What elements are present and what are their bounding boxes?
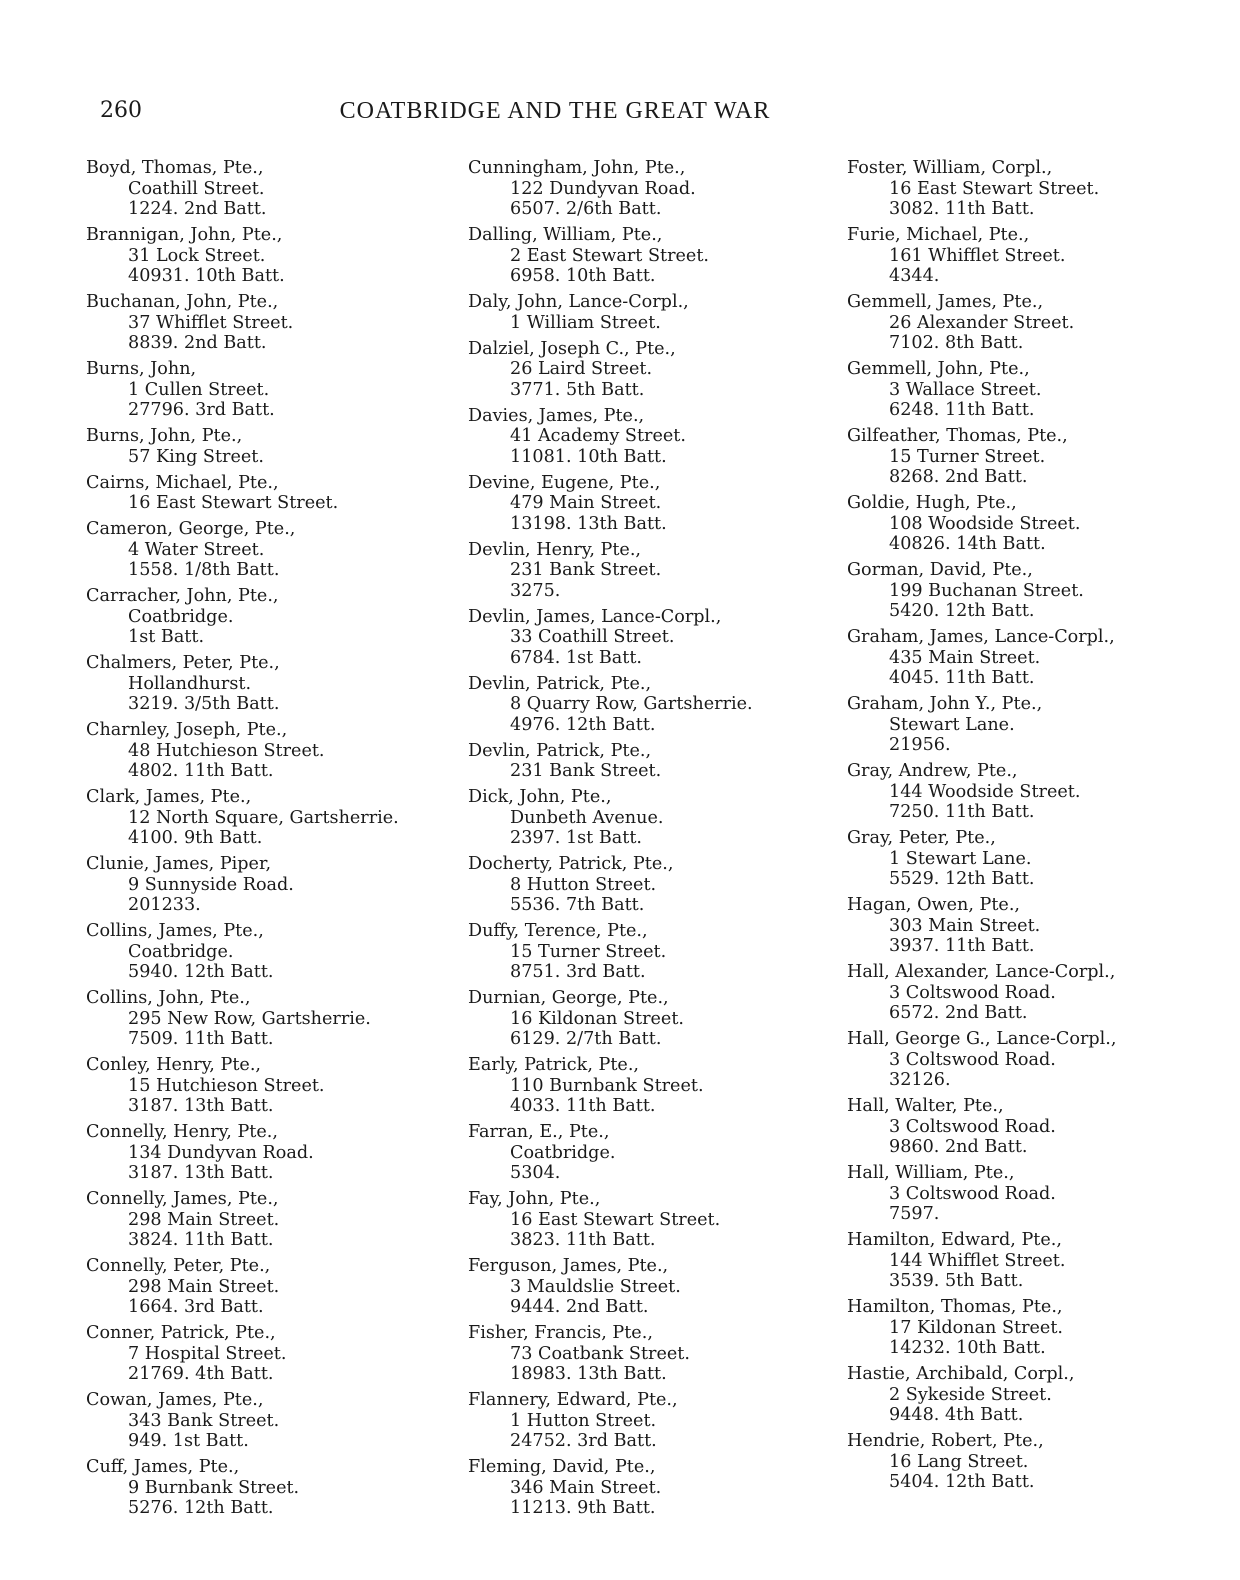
roll-entry <box>847 761 1207 823</box>
entry-name: Conner, Patrick, Pte., <box>86 1323 276 1343</box>
entry-address: 435 Main Street. <box>889 647 1041 668</box>
entry-name: Conley, Henry, Pte., <box>86 1055 261 1075</box>
entry-address: 108 Woodside Street. <box>889 513 1081 534</box>
entry-service-detail: 9444. 2nd Batt. <box>510 1297 649 1317</box>
entry-name: Clark, James, Pte., <box>86 787 252 807</box>
roll-entry <box>847 1431 1207 1493</box>
roll-entry <box>847 694 1207 756</box>
entry-service-detail: 7102. 8th Batt. <box>889 333 1024 353</box>
entry-service-detail: 1st Batt. <box>128 627 205 647</box>
entry-address: 122 Dundyvan Road. <box>510 178 696 199</box>
entry-address: 3 Coltswood Road. <box>889 1116 1056 1137</box>
entry-address: 2 East Stewart Street. <box>510 245 709 266</box>
entry-service-detail: 11081. 10th Batt. <box>510 446 667 467</box>
roll-entry <box>86 720 446 782</box>
entry-address: 2 Sykeside Street. <box>889 1384 1052 1405</box>
entry-service-detail: 8839. 2nd Batt. <box>128 333 267 353</box>
entry-address: 303 Main Street. <box>889 915 1041 936</box>
roll-entry <box>847 158 1207 220</box>
entry-name: Chalmers, Peter, Pte., <box>86 653 280 673</box>
entry-name: Dick, John, Pte., <box>468 787 612 807</box>
entry-address: 3 Coltswood Road. <box>889 1183 1056 1204</box>
entry-name: Goldie, Hugh, Pte., <box>847 493 1017 513</box>
entry-address: 26 Laird Street. <box>510 359 653 379</box>
entry-name: Devlin, Patrick, Pte., <box>468 673 652 694</box>
roll-entry <box>86 473 446 514</box>
roll-entry <box>86 519 446 581</box>
entry-name: Hagan, Owen, Pte., <box>847 895 1021 915</box>
roll-entry <box>468 406 828 468</box>
roll-entry <box>847 1029 1207 1091</box>
running-title: COATBRIDGE AND THE GREAT WAR <box>339 98 771 124</box>
entry-service-detail: 9860. 2nd Batt. <box>889 1137 1028 1157</box>
roll-entry <box>468 473 828 535</box>
entry-name: Cuff, James, Pte., <box>86 1457 240 1477</box>
entry-address: 41 Academy Street. <box>510 426 686 446</box>
entry-address: 134 Dundyvan Road. <box>128 1142 314 1163</box>
entry-service-detail: 7597. <box>889 1204 940 1224</box>
entry-service-detail: 3187. 13th Batt. <box>128 1096 274 1116</box>
entry-name: Fleming, David, Pte., <box>468 1457 656 1477</box>
entry-name: Flannery, Edward, Pte., <box>468 1390 678 1410</box>
roll-entry <box>468 741 828 782</box>
entry-service-detail: 6129. 2/7th Batt. <box>510 1029 662 1049</box>
entry-address: Stewart Lane. <box>889 714 1015 735</box>
entry-service-detail: 6248. 11th Batt. <box>889 400 1035 420</box>
roll-entry <box>86 1457 446 1519</box>
entry-address: 26 Alexander Street. <box>889 312 1075 333</box>
roll-entry <box>847 1230 1207 1292</box>
entry-service-detail: 1558. 1/8th Batt. <box>128 560 280 580</box>
entry-service-detail: 32126. <box>889 1070 951 1090</box>
entry-address: 8 Hutton Street. <box>510 874 657 895</box>
entry-address: 15 Turner Street. <box>510 941 667 962</box>
entry-name: Hamilton, Edward, Pte., <box>847 1230 1062 1250</box>
entry-address: 16 East Stewart Street. <box>889 178 1100 199</box>
entry-service-detail: 5420. 12th Batt. <box>889 601 1035 621</box>
entry-name: Collins, James, Pte., <box>86 921 264 941</box>
entry-service-detail: 1664. 3rd Batt. <box>128 1297 264 1317</box>
entry-name: Connelly, Henry, Pte., <box>86 1122 278 1142</box>
entry-service-detail: 4100. 9th Batt. <box>128 828 263 848</box>
entry-address: Coatbridge. <box>128 941 234 962</box>
entry-service-detail: 3937. 11th Batt. <box>889 936 1035 956</box>
roll-entry <box>468 225 828 287</box>
entry-name: Connelly, James, Pte., <box>86 1189 279 1209</box>
roll-entry <box>468 158 828 220</box>
entry-service-detail: 5529. 12th Batt. <box>889 869 1035 889</box>
entry-name: Devlin, James, Lance-Corpl., <box>468 606 722 627</box>
entry-service-detail: 4976. 12th Batt. <box>510 714 656 735</box>
roll-column-3 <box>847 158 1207 1498</box>
roll-entry <box>468 674 828 736</box>
entry-address: 16 Lang Street. <box>889 1451 1029 1472</box>
entry-address: 1 William Street. <box>510 312 661 333</box>
entry-service-detail: 3539. 5th Batt. <box>889 1271 1024 1291</box>
entry-service-detail: 5404. 12th Batt. <box>889 1472 1035 1492</box>
entry-address: 161 Whifflet Street. <box>889 245 1066 266</box>
roll-entry <box>86 653 446 715</box>
entry-service-detail: 8268. 2nd Batt. <box>889 467 1028 487</box>
entry-address: 231 Bank Street. <box>510 560 662 580</box>
entry-name: Devine, Eugene, Pte., <box>468 472 661 493</box>
entry-address: 343 Bank Street. <box>128 1410 280 1431</box>
entry-service-detail: 6784. 1st Batt. <box>510 647 642 668</box>
entry-name: Hall, George G., Lance-Corpl., <box>847 1029 1117 1049</box>
roll-entry <box>86 1390 446 1452</box>
roll-entry <box>847 1297 1207 1359</box>
roll-entry <box>468 1256 828 1318</box>
entry-name: Foster, William, Corpl., <box>847 158 1053 178</box>
roll-entry <box>86 854 446 916</box>
entry-name: Devlin, Patrick, Pte., <box>468 740 652 761</box>
entry-service-detail: 14232. 10th Batt. <box>889 1338 1046 1358</box>
entry-name: Burns, John, Pte., <box>86 426 243 446</box>
roll-entry <box>847 1096 1207 1158</box>
entry-name: Brannigan, John, Pte., <box>86 225 283 245</box>
entry-service-detail: 6958. 10th Batt. <box>510 266 656 286</box>
roll-entry <box>468 339 828 401</box>
entry-address: 3 Coltswood Road. <box>889 982 1056 1003</box>
entry-service-detail: 11213. 9th Batt. <box>510 1498 656 1518</box>
entry-address: Coathill Street. <box>128 178 265 199</box>
entry-service-detail: 13198. 13th Batt. <box>510 513 667 534</box>
entry-address: 4 Water Street. <box>128 539 265 560</box>
roll-entry <box>468 921 828 983</box>
entry-address: 199 Buchanan Street. <box>889 580 1084 601</box>
roll-entry <box>468 1390 828 1452</box>
entry-service-detail: 6507. 2/6th Batt. <box>510 199 662 219</box>
roll-entry <box>86 586 446 648</box>
entry-name: Durnian, George, Pte., <box>468 988 669 1008</box>
entry-address: Dunbeth Avenue. <box>510 807 664 828</box>
entry-service-detail: 18983. 13th Batt. <box>510 1364 667 1384</box>
entry-name: Fay, John, Pte., <box>468 1189 601 1209</box>
roll-entry <box>86 426 446 467</box>
roll-entry <box>847 962 1207 1024</box>
entry-address: 479 Main Street. <box>510 493 662 513</box>
entry-address: 346 Main Street. <box>510 1477 662 1498</box>
entry-service-detail: 3275. <box>510 580 561 601</box>
entry-name: Hall, Walter, Pte., <box>847 1096 1004 1116</box>
entry-address: 144 Woodside Street. <box>889 781 1081 802</box>
entry-address: 1 Hutton Street. <box>510 1410 657 1431</box>
entry-address: 231 Bank Street. <box>510 761 662 781</box>
entry-address: 73 Coatbank Street. <box>510 1343 690 1364</box>
roll-entry <box>468 1323 828 1385</box>
roll-entry <box>847 560 1207 622</box>
entry-service-detail: 4802. 11th Batt. <box>128 761 274 781</box>
entry-name: Cunningham, John, Pte., <box>468 158 686 178</box>
entry-name: Collins, John, Pte., <box>86 988 251 1008</box>
entry-address: 33 Coathill Street. <box>510 627 675 647</box>
entry-name: Davies, James, Pte., <box>468 405 645 426</box>
entry-name: Hamilton, Thomas, Pte., <box>847 1297 1063 1317</box>
roll-entry <box>847 895 1207 957</box>
entry-name: Gorman, David, Pte., <box>847 560 1033 580</box>
entry-service-detail: 1224. 2nd Batt. <box>128 199 267 219</box>
roll-entry <box>86 1256 446 1318</box>
entry-name: Gilfeather, Thomas, Pte., <box>847 426 1068 446</box>
entry-address: 15 Hutchieson Street. <box>128 1075 325 1096</box>
entry-address: 1 Stewart Lane. <box>889 848 1032 869</box>
entry-name: Furie, Michael, Pte., <box>847 225 1030 245</box>
entry-address: 3 Wallace Street. <box>889 379 1042 400</box>
entry-service-detail: 21769. 4th Batt. <box>128 1364 274 1384</box>
entry-name: Farran, E., Pte., <box>468 1122 610 1142</box>
roll-column-1 <box>86 158 446 1524</box>
entry-service-detail: 3823. 11th Batt. <box>510 1230 656 1250</box>
entry-name: Burns, John, <box>86 359 197 379</box>
entry-name: Hendrie, Robert, Pte., <box>847 1431 1044 1451</box>
entry-address: Hollandhurst. <box>128 673 252 694</box>
roll-entry <box>847 359 1207 421</box>
roll-entry <box>847 493 1207 555</box>
entry-name: Fisher, Francis, Pte., <box>468 1323 653 1343</box>
roll-entry <box>847 627 1207 689</box>
entry-name: Docherty, Patrick, Pte., <box>468 854 674 874</box>
entry-name: Daly, John, Lance-Corpl., <box>468 292 689 312</box>
entry-name: Devlin, Henry, Pte., <box>468 539 642 560</box>
roll-entry <box>468 607 828 669</box>
entry-service-detail: 3824. 11th Batt. <box>128 1230 274 1250</box>
entry-service-detail: 5304. <box>510 1163 561 1183</box>
roll-entry <box>468 854 828 916</box>
entry-address: 1 Cullen Street. <box>128 379 270 400</box>
entry-service-detail: 6572. 2nd Batt. <box>889 1003 1028 1023</box>
entry-name: Cowan, James, Pte., <box>86 1390 264 1410</box>
entry-name: Graham, James, Lance-Corpl., <box>847 627 1115 647</box>
entry-address: 144 Whifflet Street. <box>889 1250 1066 1271</box>
roll-entry <box>86 1189 446 1251</box>
entry-service-detail: 7509. 11th Batt. <box>128 1029 274 1049</box>
entry-name: Graham, John Y., Pte., <box>847 694 1043 714</box>
entry-name: Cameron, George, Pte., <box>86 519 296 539</box>
roll-entry <box>86 359 446 421</box>
entry-address: 3 Coltswood Road. <box>889 1049 1056 1070</box>
entry-address: 37 Whifflet Street. <box>128 312 294 333</box>
entry-service-detail: 3771. 5th Batt. <box>510 379 645 400</box>
entry-address: 17 Kildonan Street. <box>889 1317 1063 1338</box>
entry-name: Carracher, John, Pte., <box>86 586 279 606</box>
entry-name: Cairns, Michael, Pte., <box>86 472 279 493</box>
entry-address: 9 Burnbank Street. <box>128 1477 300 1498</box>
entry-service-detail: 2397. 1st Batt. <box>510 828 642 848</box>
entry-name: Duffy, Terence, Pte., <box>468 921 648 941</box>
roll-entry <box>86 1055 446 1117</box>
entry-address: 16 Kildonan Street. <box>510 1008 684 1029</box>
roll-entry <box>468 988 828 1050</box>
roll-entry <box>847 426 1207 488</box>
page-number: 260 <box>100 98 142 123</box>
entry-service-detail: 3187. 13th Batt. <box>128 1163 274 1183</box>
roll-entry <box>847 1364 1207 1426</box>
entry-service-detail: 40931. 10th Batt. <box>128 266 285 286</box>
entry-address: 16 East Stewart Street. <box>128 493 339 513</box>
page-header <box>100 98 870 128</box>
entry-address: 15 Turner Street. <box>889 446 1046 467</box>
entry-address: 298 Main Street. <box>128 1276 280 1297</box>
entry-name: Hastie, Archibald, Corpl., <box>847 1364 1075 1384</box>
entry-name: Hall, Alexander, Lance-Corpl., <box>847 962 1116 982</box>
roll-entry <box>86 158 446 220</box>
entry-service-detail: 201233. <box>128 895 201 915</box>
entry-address: 12 North Square, Gartsherrie. <box>128 807 399 828</box>
entry-address: 295 New Row, Gartsherrie. <box>128 1008 371 1029</box>
entry-name: Dalling, William, Pte., <box>468 225 663 245</box>
entry-service-detail: 949. 1st Batt. <box>128 1431 249 1451</box>
roll-entry <box>847 292 1207 354</box>
entry-service-detail: 40826. 14th Batt. <box>889 534 1046 554</box>
entry-name: Early, Patrick, Pte., <box>468 1055 640 1075</box>
entry-name: Dalziel, Joseph C., Pte., <box>468 338 676 359</box>
entry-address: 31 Lock Street. <box>128 245 266 266</box>
entry-address: 7 Hospital Street. <box>128 1343 287 1364</box>
entry-name: Boyd, Thomas, Pte., <box>86 158 264 178</box>
entry-service-detail: 27796. 3rd Batt. <box>128 400 275 420</box>
entry-name: Gemmell, John, Pte., <box>847 359 1030 379</box>
entry-service-detail: 7250. 11th Batt. <box>889 802 1035 822</box>
entry-name: Connelly, Peter, Pte., <box>86 1256 271 1276</box>
entry-address: 57 King Street. <box>128 446 264 467</box>
roll-entry <box>86 1122 446 1184</box>
entry-address: 8 Quarry Row, Gartsherrie. <box>510 694 753 714</box>
entry-address: 110 Burnbank Street. <box>510 1075 704 1096</box>
roll-entry <box>468 540 828 602</box>
entry-service-detail: 21956. <box>889 735 951 755</box>
entry-name: Gemmell, James, Pte., <box>847 292 1044 312</box>
entry-service-detail: 4344. <box>889 266 940 286</box>
entry-name: Clunie, James, Piper, <box>86 854 272 874</box>
entry-name: Gray, Peter, Pte., <box>847 828 996 848</box>
entry-name: Gray, Andrew, Pte., <box>847 761 1018 781</box>
roll-entry <box>86 921 446 983</box>
roll-column-2 <box>468 158 828 1524</box>
roll-entry <box>468 787 828 849</box>
roll-entry <box>468 1122 828 1184</box>
entry-address: 9 Sunnyside Road. <box>128 874 294 895</box>
entry-name: Charnley, Joseph, Pte., <box>86 720 288 740</box>
roll-entry <box>847 225 1207 287</box>
entry-service-detail: 3082. 11th Batt. <box>889 199 1035 219</box>
entry-address: Coatbridge. <box>510 1142 616 1163</box>
roll-entry <box>847 1163 1207 1225</box>
entry-name: Ferguson, James, Pte., <box>468 1256 669 1276</box>
entry-service-detail: 9448. 4th Batt. <box>889 1405 1024 1425</box>
roll-entry <box>86 225 446 287</box>
entry-service-detail: 5276. 12th Batt. <box>128 1498 274 1518</box>
entry-service-detail: 5536. 7th Batt. <box>510 895 645 915</box>
entry-service-detail: 3219. 3/5th Batt. <box>128 694 280 714</box>
roll-entry <box>468 1457 828 1519</box>
entry-address: 298 Main Street. <box>128 1209 280 1230</box>
entry-address: Coatbridge. <box>128 606 234 627</box>
entry-service-detail: 24752. 3rd Batt. <box>510 1431 657 1451</box>
roll-entry <box>86 787 446 849</box>
roll-entry <box>86 988 446 1050</box>
entry-address: 48 Hutchieson Street. <box>128 740 325 761</box>
entry-address: 3 Mauldslie Street. <box>510 1276 681 1297</box>
entry-service-detail: 5940. 12th Batt. <box>128 962 274 982</box>
roll-entry <box>847 828 1207 890</box>
roll-entry <box>468 1189 828 1251</box>
entry-name: Hall, William, Pte., <box>847 1163 1015 1183</box>
roll-entry <box>86 1323 446 1385</box>
roll-entry <box>468 292 828 333</box>
entry-service-detail: 4033. 11th Batt. <box>510 1096 656 1116</box>
roll-entry <box>468 1055 828 1117</box>
roll-entry <box>86 292 446 354</box>
entry-name: Buchanan, John, Pte., <box>86 292 279 312</box>
entry-service-detail: 8751. 3rd Batt. <box>510 962 646 982</box>
entry-service-detail: 4045. 11th Batt. <box>889 668 1035 688</box>
entry-address: 16 East Stewart Street. <box>510 1209 721 1230</box>
